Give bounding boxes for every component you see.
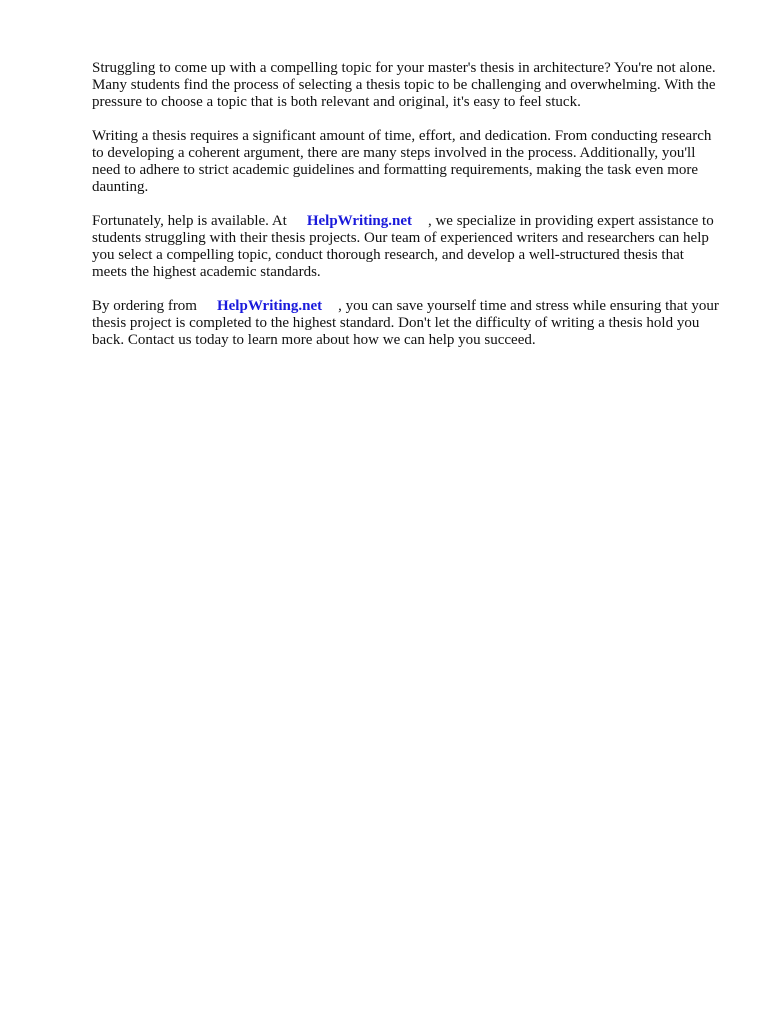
help-intro-text: Fortunately, help is available. At	[92, 213, 287, 229]
paragraph-help-available	[92, 213, 720, 281]
paragraph-intro: Struggling to come up with a compelling topic for your master's thesis in architecture? You're not alone. Many students find the process of selecting a thesis topic to be challenging and overwhelming. With the pressure to choose a topic that is both relevant and original, it's easy to feel stuck.	[92, 60, 716, 110]
paragraph-ordering	[92, 298, 720, 349]
ordering-body-text: , you can save yourself time and stress while ensuring that your thesis project is completed to the highest standard. Don't let the difficulty of writing a thesis hold you back. Contact us today to learn more about how we can help you succeed.	[92, 298, 719, 348]
help-body-text: , we specialize in providing expert assistance to students struggling with their thesis projects. Our team of experienced writers and researchers can help you select a compelling topic, conduct thorough research, and develop a well-structured thesis that meets the highest academic standards.	[92, 213, 714, 280]
document-page	[92, 60, 720, 366]
ordering-intro-text: By ordering from	[92, 298, 197, 314]
helpwriting-link[interactable]: HelpWriting.net	[216, 298, 323, 314]
helpwriting-link[interactable]: HelpWriting.net	[306, 213, 412, 229]
paragraph-thesis-effort: Writing a thesis requires a significant amount of time, effort, and dedication. From conducting research to developing a coherent argument, there are many steps involved in the process. Additionally, you'll need to adhere to strict academic guidelines and formatting requirements, making the task even more daunting.	[92, 128, 712, 195]
